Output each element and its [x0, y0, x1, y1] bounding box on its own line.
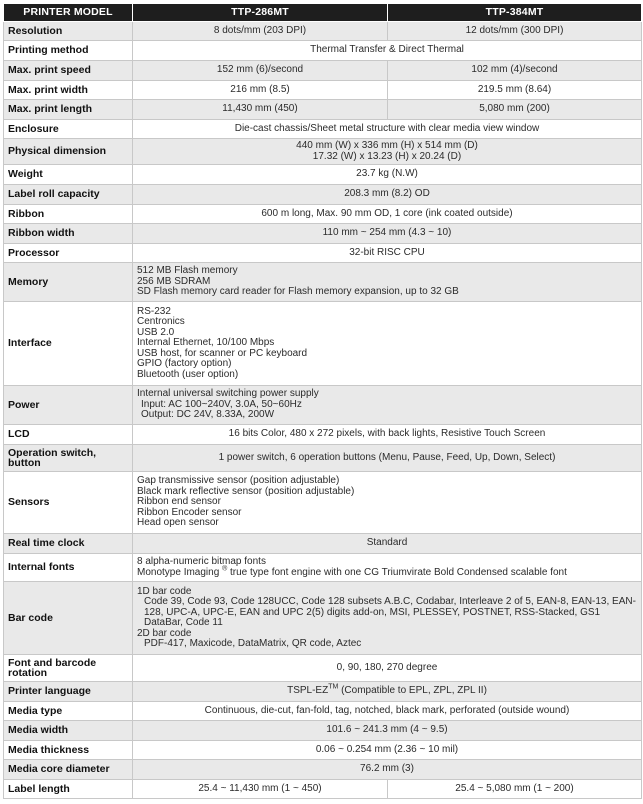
- row-label: Weight: [4, 165, 133, 185]
- power-output: Output: DC 24V, 8.33A, 200W: [141, 409, 275, 421]
- row-real-time-clock: [4, 534, 642, 554]
- sensor-line: Ribbon Encoder sensor: [137, 506, 242, 518]
- row-label: Media width: [4, 721, 133, 741]
- row-media-type: [4, 702, 642, 721]
- value-shared: [133, 263, 642, 302]
- row-label-length: [4, 780, 642, 799]
- value-shared: 101.6 ~ 241.3 mm (4 ~ 9.5): [133, 721, 642, 741]
- header-model-a: TTP-286MT: [133, 4, 388, 22]
- row-printer-language: [4, 682, 642, 702]
- value-shared: 110 mm ~ 254 mm (4.3 ~ 10): [133, 224, 642, 244]
- row-label: LCD: [4, 425, 133, 445]
- row-label: Power: [4, 386, 133, 425]
- value-shared: 1 power switch, 6 operation buttons (Menu, Pause, Feed, Up, Down, Select): [133, 445, 642, 472]
- row-label: Bar code: [4, 582, 133, 655]
- value-shared: Continuous, die-cut, fan-fold, tag, notched, black mark, perforated (outside wound): [133, 702, 642, 721]
- row-label: Max. print width: [4, 81, 133, 100]
- sensor-line: Gap transmissive sensor (position adjustable): [137, 475, 340, 487]
- interface-line: Bluetooth (user option): [137, 368, 239, 380]
- row-processor: [4, 244, 642, 263]
- barcode-2d-heading: 2D bar code: [137, 627, 192, 639]
- row-max-print-speed: [4, 61, 642, 81]
- value-shared: 16 bits Color, 480 x 272 pixels, with back lights, Resistive Touch Screen: [133, 425, 642, 445]
- row-label: Ribbon: [4, 205, 133, 224]
- header-row: [4, 4, 642, 22]
- row-label: Label roll capacity: [4, 185, 133, 205]
- value-model-b: 25.4 ~ 5,080 mm (1 ~ 200): [388, 780, 642, 799]
- value-shared: 32-bit RISC CPU: [133, 244, 642, 263]
- row-label: Max. print speed: [4, 61, 133, 81]
- row-sensors: [4, 472, 642, 534]
- value-shared: 76.2 mm (3): [133, 760, 642, 780]
- value-model-a: 152 mm (6)/second: [133, 61, 388, 81]
- fonts-line: [137, 565, 637, 579]
- value-model-b: 102 mm (4)/second: [388, 61, 642, 81]
- value-shared: Die-cast chassis/Sheet metal structure with clear media view window: [133, 120, 642, 139]
- row-physical-dimension: [4, 139, 642, 165]
- header-model-b: TTP-384MT: [388, 4, 642, 22]
- sensor-line: Head open sensor: [137, 517, 219, 529]
- row-label: Real time clock: [4, 534, 133, 554]
- fonts-text: true type font engine with one CG Triumvirate Bold Condensed scalable font: [227, 566, 567, 578]
- row-max-print-width: [4, 81, 642, 100]
- row-label: Media thickness: [4, 741, 133, 760]
- fonts-line: 8 alpha-numeric bitmap fonts: [137, 556, 266, 567]
- row-label: [4, 655, 133, 682]
- dimension-imperial: 17.32 (W) x 13.23 (H) x 20.24 (D): [312, 150, 462, 162]
- value-model-a: 25.4 ~ 11,430 mm (1 ~ 450): [133, 780, 388, 799]
- row-resolution: [4, 22, 642, 41]
- interface-line: Internal Ethernet, 10/100 Mbps: [137, 337, 275, 349]
- value-model-a: 8 dots/mm (203 DPI): [133, 22, 388, 41]
- value-shared: [133, 472, 642, 534]
- fonts-text: Monotype Imaging: [137, 566, 223, 578]
- row-weight: [4, 165, 642, 185]
- dimension-metric: 440 mm (W) x 336 mm (H) x 514 mm (D): [296, 140, 478, 151]
- row-enclosure: [4, 120, 642, 139]
- value-shared: Standard: [133, 534, 642, 554]
- row-label: Label length: [4, 780, 133, 799]
- row-label: Internal fonts: [4, 554, 133, 582]
- row-interface: [4, 302, 642, 386]
- value-model-b: 12 dots/mm (300 DPI): [388, 22, 642, 41]
- value-shared: [133, 682, 642, 702]
- interface-line: RS-232: [137, 305, 171, 317]
- memory-line: SD Flash memory card reader for Flash memory expansion, up to 32 GB: [137, 286, 459, 298]
- row-label: Physical dimension: [4, 139, 133, 165]
- memory-line: 256 MB SDRAM: [137, 275, 211, 287]
- value-shared: [133, 139, 642, 165]
- value-model-a: 11,430 mm (450): [133, 100, 388, 120]
- spec-table: [3, 3, 642, 799]
- value-shared: 0.06 ~ 0.254 mm (2.36 ~ 10 mil): [133, 741, 642, 760]
- label-line: button: [8, 457, 41, 469]
- row-label: Memory: [4, 263, 133, 302]
- interface-line: USB host, for scanner or PC keyboard: [137, 347, 308, 359]
- row-label: [4, 445, 133, 472]
- value-shared: 23.7 kg (N.W): [133, 165, 642, 185]
- label-line: rotation: [8, 667, 48, 679]
- barcode-1d-list: Code 39, Code 93, Code 128UCC, Code 128 subsets A.B.C, Codabar, Interleave 2 of 5, EAN-8, EAN-13, EAN-128, UPC-A, UPC-E, EAN and UPC 2(5) digits add-on, MSI, PLESSEY, POSTNET, RSS-Stacked, GS1 DataBar, Code 11: [144, 596, 636, 628]
- row-lcd: [4, 425, 642, 445]
- label-line: Font and barcode: [8, 656, 97, 669]
- row-label: Printing method: [4, 41, 133, 61]
- interface-line: Centronics: [137, 316, 185, 328]
- sensor-line: Black mark reflective sensor (position adjustable): [137, 485, 355, 497]
- row-media-width: [4, 721, 642, 741]
- memory-line: 512 MB Flash memory: [137, 265, 238, 277]
- row-label: Media core diameter: [4, 760, 133, 780]
- language-compat: (Compatible to EPL, ZPL, ZPL II): [338, 685, 487, 697]
- row-label: Ribbon width: [4, 224, 133, 244]
- value-shared: Thermal Transfer & Direct Thermal: [133, 41, 642, 61]
- language-name: TSPL-EZ: [287, 685, 329, 697]
- row-label: Sensors: [4, 472, 133, 534]
- interface-line: USB 2.0: [137, 326, 175, 338]
- registered-mark: ®: [222, 565, 228, 573]
- interface-line: GPIO (factory option): [137, 358, 232, 370]
- row-operation-switch: [4, 445, 642, 472]
- row-label: Enclosure: [4, 120, 133, 139]
- row-label: Printer language: [4, 682, 133, 702]
- power-input: Input: AC 100~240V, 3.0A, 50~60Hz: [141, 398, 302, 410]
- power-line: Internal universal switching power supply: [137, 388, 319, 400]
- value-model-b: 219.5 mm (8.64): [388, 81, 642, 100]
- row-label: Media type: [4, 702, 133, 721]
- row-memory: [4, 263, 642, 302]
- row-ribbon-width: [4, 224, 642, 244]
- barcode-1d-heading: 1D bar code: [137, 585, 192, 597]
- sensor-line: Ribbon end sensor: [137, 496, 221, 508]
- value-shared: [133, 386, 642, 425]
- value-shared: [133, 554, 642, 582]
- row-media-core-diameter: [4, 760, 642, 780]
- row-label: Processor: [4, 244, 133, 263]
- row-internal-fonts: [4, 554, 642, 582]
- value-shared: 0, 90, 180, 270 degree: [133, 655, 642, 682]
- trademark-mark: TM: [328, 683, 339, 691]
- barcode-2d-list: PDF-417, Maxicode, DataMatrix, QR code, Aztec: [144, 638, 362, 649]
- row-bar-code: [4, 582, 642, 655]
- value-model-a: 216 mm (8.5): [133, 81, 388, 100]
- row-label: Max. print length: [4, 100, 133, 120]
- row-power: [4, 386, 642, 425]
- value-model-b: 5,080 mm (200): [388, 100, 642, 120]
- row-printing-method: [4, 41, 642, 61]
- header-printer-model: PRINTER MODEL: [4, 4, 133, 22]
- row-label: Resolution: [4, 22, 133, 41]
- value-shared: 600 m long, Max. 90 mm OD, 1 core (ink coated outside): [133, 205, 642, 224]
- row-label-roll-capacity: [4, 185, 642, 205]
- row-max-print-length: [4, 100, 642, 120]
- label-line: Operation switch,: [8, 446, 97, 459]
- row-ribbon: [4, 205, 642, 224]
- row-label: Interface: [4, 302, 133, 386]
- value-shared: [133, 302, 642, 386]
- row-rotation: [4, 655, 642, 682]
- row-media-thickness: [4, 741, 642, 760]
- value-shared: [133, 582, 642, 655]
- value-shared: 208.3 mm (8.2) OD: [133, 185, 642, 205]
